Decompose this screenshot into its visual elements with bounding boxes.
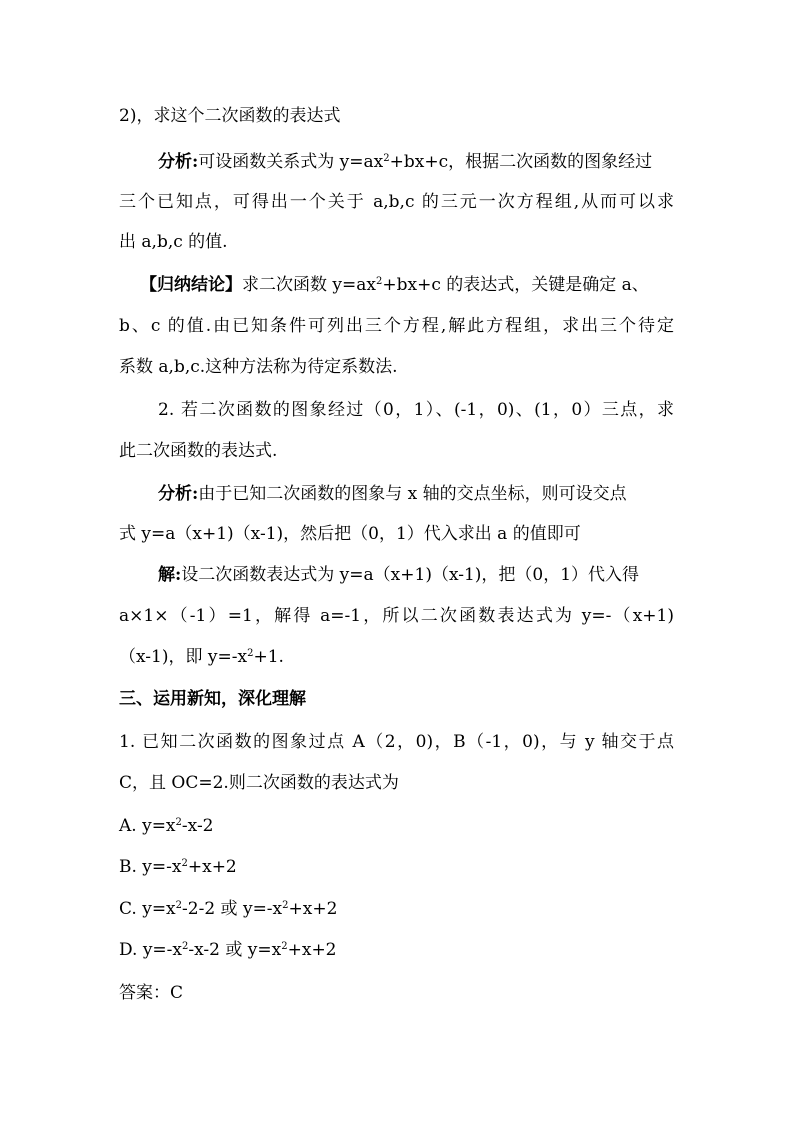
- solution-paragraph-line-1: 解:设二次函数表达式为 y=a（x+1)（x-1)，把（0，1）代入得: [158, 565, 640, 585]
- analysis-label: 分析:: [158, 484, 199, 504]
- option-c: C. $y=x^2-2-2$ 或 $y=-x^2+x+2$: [119, 899, 338, 919]
- solution-paragraph-line-2: a×1×（-1）=1，解得 a=-1，所以二次函数表达式为 y=-（x+1): [119, 606, 674, 626]
- analysis-paragraph-2-line-2: 式 y=a（x+1)（x-1)，然后把（0，1）代入求出 a 的值即可: [119, 524, 581, 544]
- analysis-paragraph-1-line-1: 分析:可设函数关系式为 $y=ax^2+bx+c$，根据二次函数的图象经过: [158, 152, 653, 172]
- solution-paragraph-line-3: （x-1)，即 $y=-x^2+1$.: [119, 647, 284, 667]
- question-2-line-1: 2. 若二次函数的图象经过（0，1）、(-1，0)、(1，0）三点，求: [158, 400, 674, 420]
- analysis-paragraph-1-line-2: 三个已知点，可得出一个关于 a,b,c 的三元一次方程组,从而可以求: [119, 192, 674, 212]
- continued-question-line: 2)，求这个二次函数的表达式: [119, 106, 341, 126]
- option-b: B. $y=-x^2+x+2$: [119, 857, 237, 877]
- analysis-paragraph-2-line-1: 分析:由于已知二次函数的图象与 x 轴的交点坐标，则可设交点: [158, 484, 627, 504]
- question-2-line-2: 此二次函数的表达式.: [119, 441, 278, 461]
- analysis-label: 分析:: [158, 152, 199, 172]
- option-a: A. $y=x^2-x-2$: [119, 816, 214, 836]
- answer-line: 答案：C: [119, 983, 184, 1003]
- conclusion-paragraph-line-2: b、c 的值.由已知条件可列出三个方程,解此方程组，求出三个待定: [119, 316, 674, 336]
- conclusion-paragraph-line-1: 【归纳结论】求二次函数 $y=ax^2+bx+c$ 的表达式，关键是确定 a、: [140, 275, 649, 295]
- exercise-1-line-2: C，且 OC=2.则二次函数的表达式为: [119, 773, 399, 793]
- exercise-1-line-1: 1. 已知二次函数的图象过点 A（2，0)，B（-1，0)，与 y 轴交于点: [119, 732, 674, 752]
- conclusion-paragraph-line-3: 系数 a,b,c.这种方法称为待定系数法.: [119, 357, 398, 377]
- analysis-paragraph-1-line-3: 出 a,b,c 的值.: [119, 232, 228, 252]
- section-3-heading: 三、运用新知，深化理解: [119, 689, 306, 709]
- option-d: D. $y=-x^2-x-2$ 或 $y=x^2+x+2$: [119, 940, 337, 960]
- solution-label: 解:: [158, 565, 182, 585]
- conclusion-label: 【归纳结论】: [140, 275, 242, 295]
